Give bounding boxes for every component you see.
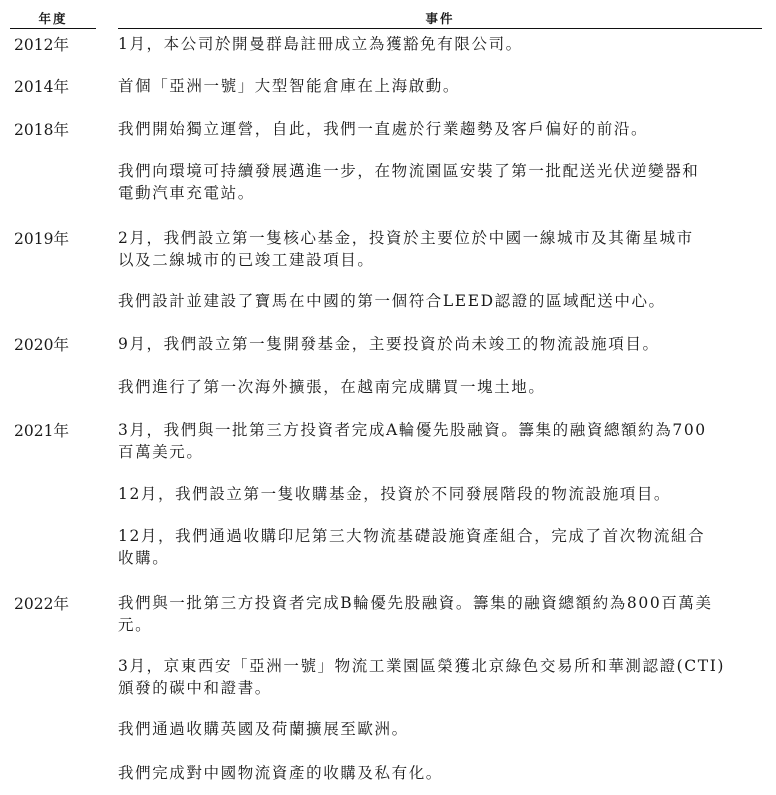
row-event: 1月，本公司於開曼群島註冊成立為獲豁免有限公司。 [118, 35, 523, 53]
row-event: 我們進行了第一次海外擴張，在越南完成購買一塊土地。 [118, 378, 546, 396]
row-event: 我們設計並建設了寶馬在中國的第一個符合LEED認證的區域配送中心。 [118, 292, 666, 310]
row-year: 2019年 [14, 230, 69, 248]
row-event: 我們通過收購英國及荷蘭擴展至歐洲。 [118, 720, 409, 738]
row-event: 我們完成對中國物流資產的收購及私有化。 [118, 764, 443, 782]
row-event: 我們與一批第三方投資者完成B輪優先股融資。籌集的融資總額約為800百萬美 元。 [118, 594, 713, 634]
row-event: 3月，我們與一批第三方投資者完成A輪優先股融資。籌集的融資總額約為700 百萬美元。 [118, 421, 707, 461]
row-year: 2018年 [14, 121, 69, 139]
row-year: 2014年 [14, 78, 69, 96]
header-rule-year [10, 28, 96, 29]
row-event: 我們向環境可持續發展邁進一步，在物流園區安裝了第一批配送光伏逆變器和 電動汽車充電站。 [118, 162, 700, 202]
row-event: 首個「亞洲一號」大型智能倉庫在上海啟動。 [118, 77, 461, 95]
row-event: 我們開始獨立運營，自此，我們一直處於行業趨勢及客戶偏好的前沿。 [118, 120, 649, 138]
row-year: 2021年 [14, 422, 69, 440]
row-event: 12月，我們設立第一隻收購基金，投資於不同發展階段的物流設施項目。 [118, 485, 672, 503]
row-event: 2月，我們設立第一隻核心基金，投資於主要位於中國一線城市及其衛星城市 以及二線城市的已竣工建設項目。 [118, 229, 694, 269]
header-event: 事件 [425, 11, 455, 26]
row-year: 2012年 [14, 36, 69, 54]
header-year: 年度 [38, 11, 68, 26]
header-rule-event [118, 28, 762, 29]
row-year: 2020年 [14, 336, 69, 354]
row-event: 12月，我們通過收購印尼第三大物流基礎設施資產組合，完成了首次物流組合 收購。 [118, 527, 706, 567]
row-event: 3月，京東西安「亞洲一號」物流工業園區榮獲北京綠色交易所和華測認證(CTI) 頒發的碳中和證書。 [118, 657, 726, 697]
row-year: 2022年 [14, 595, 69, 613]
row-event: 9月，我們設立第一隻開發基金，主要投資於尚未竣工的物流設施項目。 [118, 335, 660, 353]
